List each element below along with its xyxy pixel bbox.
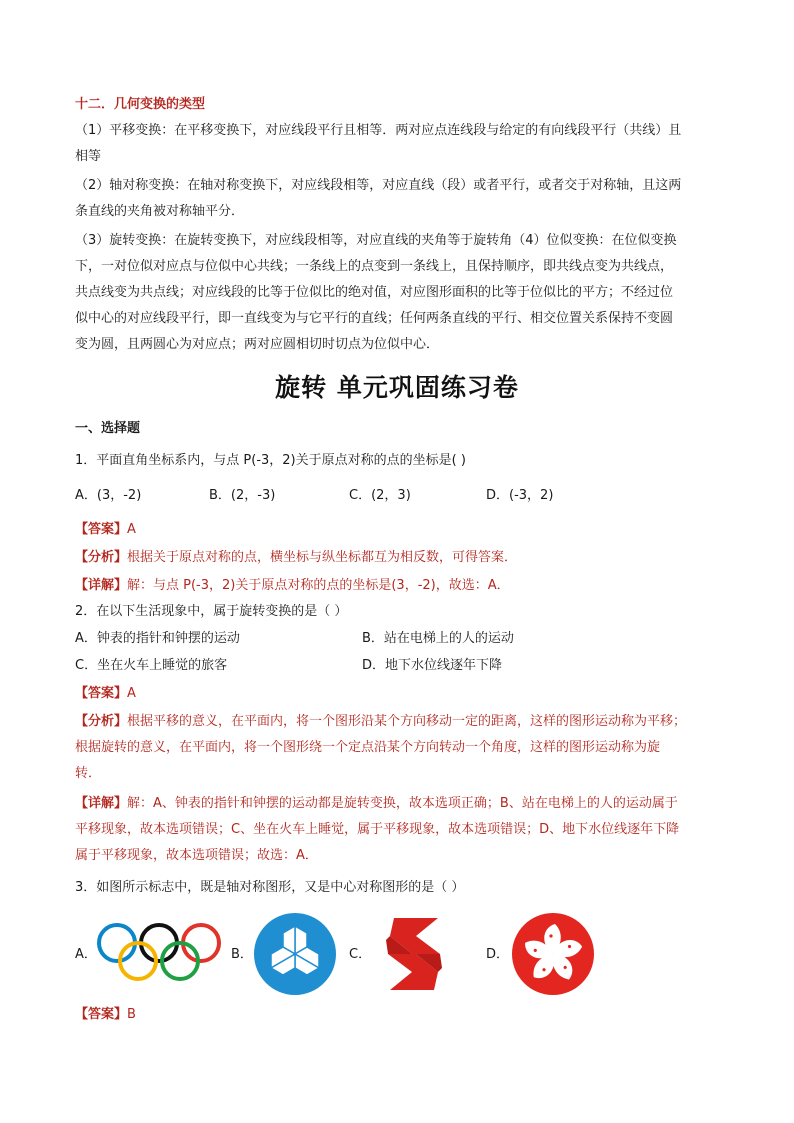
detail-text: 解：与点 P(-3，2)关于原点对称的点的坐标是(3，-2)，故选：A． bbox=[127, 578, 510, 593]
answer-line bbox=[75, 521, 136, 539]
answer-tag: 【答案】 bbox=[75, 522, 128, 537]
analysis-text: 根据旋转的意义，在平面内，将一个图形绕一个定点沿某个方向转动一个角度，这样的图形运动称为旋 bbox=[75, 740, 661, 755]
answer-value: B bbox=[127, 1007, 136, 1022]
section-heading: 十二．几何变换的类型 bbox=[75, 97, 206, 112]
suzuki-s-icon bbox=[372, 914, 456, 994]
detail-tag: 【详解】 bbox=[75, 578, 128, 593]
option-d: D．地下水位线逐年下降 bbox=[362, 658, 503, 673]
page-title: 旋转 单元巩固练习卷 bbox=[275, 373, 519, 402]
paragraph-line: 条直线的夹角被对称轴平分． bbox=[75, 204, 245, 219]
detail-text: 属于平移现象，故本选项错误；故选：A． bbox=[75, 848, 318, 863]
option-d: D．(-3，2) bbox=[486, 488, 554, 503]
analysis-tag: 【分析】 bbox=[75, 550, 128, 565]
question-stem: 3．如图所示标志中，既是轴对称图形，又是中心对称图形的是（ ） bbox=[75, 880, 465, 895]
paragraph-line: （2）轴对称变换：在轴对称变换下，对应线段相等，对应直线（段）或者平行，或者交于对称轴，且这两 bbox=[75, 178, 682, 193]
paragraph-line: （3）旋转变换：在旋转变换下，对应线段相等，对应直线的夹角等于旋转角（4）位似变换：在位似变换 bbox=[75, 233, 677, 248]
option-b: B．站在电梯上的人的运动 bbox=[362, 631, 514, 646]
answer-tag: 【答案】 bbox=[75, 1007, 128, 1022]
paragraph-line: 下，一对位似对应点与位似中心共线；一条线上的点变到一条线上，且保持顺序，即共线点变为共线点， bbox=[75, 259, 674, 274]
question-stem: 1．平面直角坐标系内，与点 P(-3，2)关于原点对称的点的坐标是( ) bbox=[75, 453, 466, 468]
analysis-text: 根据平移的意义，在平面内，将一个图形沿某个方向移动一定的距离，这样的图形运动称为平移； bbox=[127, 714, 687, 729]
olympic-rings-icon bbox=[95, 921, 223, 985]
detail-tag: 【详解】 bbox=[75, 796, 128, 811]
detail-line bbox=[75, 795, 678, 813]
paragraph-line: 变为圆，且两圆心为对应点；两对应圆相切时切点为位似中心． bbox=[75, 337, 440, 352]
option-a: A．(3，-2) bbox=[75, 488, 142, 503]
answer-line bbox=[75, 685, 136, 703]
analysis-text: 根据关于原点对称的点，横坐标与纵坐标都互为相反数，可得答案． bbox=[127, 550, 518, 565]
option-c: C．坐在火车上睡觉的旅客 bbox=[75, 658, 228, 673]
logo-label-b: B． bbox=[231, 947, 253, 962]
logo-label-d: D． bbox=[486, 947, 510, 962]
analysis-line bbox=[75, 549, 517, 567]
answer-value: A bbox=[127, 686, 136, 701]
option-a: A．钟表的指针和钟摆的运动 bbox=[75, 631, 240, 646]
bauhinia-flower-icon bbox=[511, 912, 595, 996]
logo-label-a: A． bbox=[75, 947, 97, 962]
paragraph-line: 似中心的对应线段平行，即一直线变为与它平行的直线；任何两条直线的平行、相交位置关系保持不变圆 bbox=[75, 311, 674, 326]
analysis-text: 转． bbox=[75, 766, 102, 781]
detail-line bbox=[75, 577, 510, 595]
analysis-tag: 【分析】 bbox=[75, 714, 128, 729]
answer-line bbox=[75, 1006, 136, 1024]
logo-label-c: C． bbox=[349, 947, 372, 962]
detail-text: 解：A、钟表的指针和钟摆的运动都是旋转变换，故本选项正确；B、站在电梯上的人的运动属于 bbox=[127, 796, 678, 811]
part-heading: 一、选择题 bbox=[75, 421, 141, 436]
snowflake-hexagon-icon bbox=[253, 912, 337, 996]
option-c: C．(2，3) bbox=[349, 488, 411, 503]
paragraph-line: 相等 bbox=[75, 149, 102, 164]
paragraph-line: 共点线变为共点线；对应线段的比等于位似比的绝对值，对应图形面积的比等于位似比的平方；不经过位 bbox=[75, 285, 674, 300]
question-stem: 2．在以下生活现象中，属于旋转变换的是（ ） bbox=[75, 604, 348, 619]
option-b: B．(2，-3) bbox=[209, 488, 276, 503]
detail-text: 平移现象，故本选项错误；C、坐在火车上睡觉，属于平移现象，故本选项错误；D、地下水位线逐年下降 bbox=[75, 822, 680, 837]
answer-tag: 【答案】 bbox=[75, 686, 128, 701]
answer-value: A bbox=[127, 522, 136, 537]
analysis-line bbox=[75, 713, 686, 731]
paragraph-line: （1）平移变换：在平移变换下，对应线段平行且相等．两对应点连线段与给定的有向线段平行（共线）且 bbox=[75, 123, 682, 138]
